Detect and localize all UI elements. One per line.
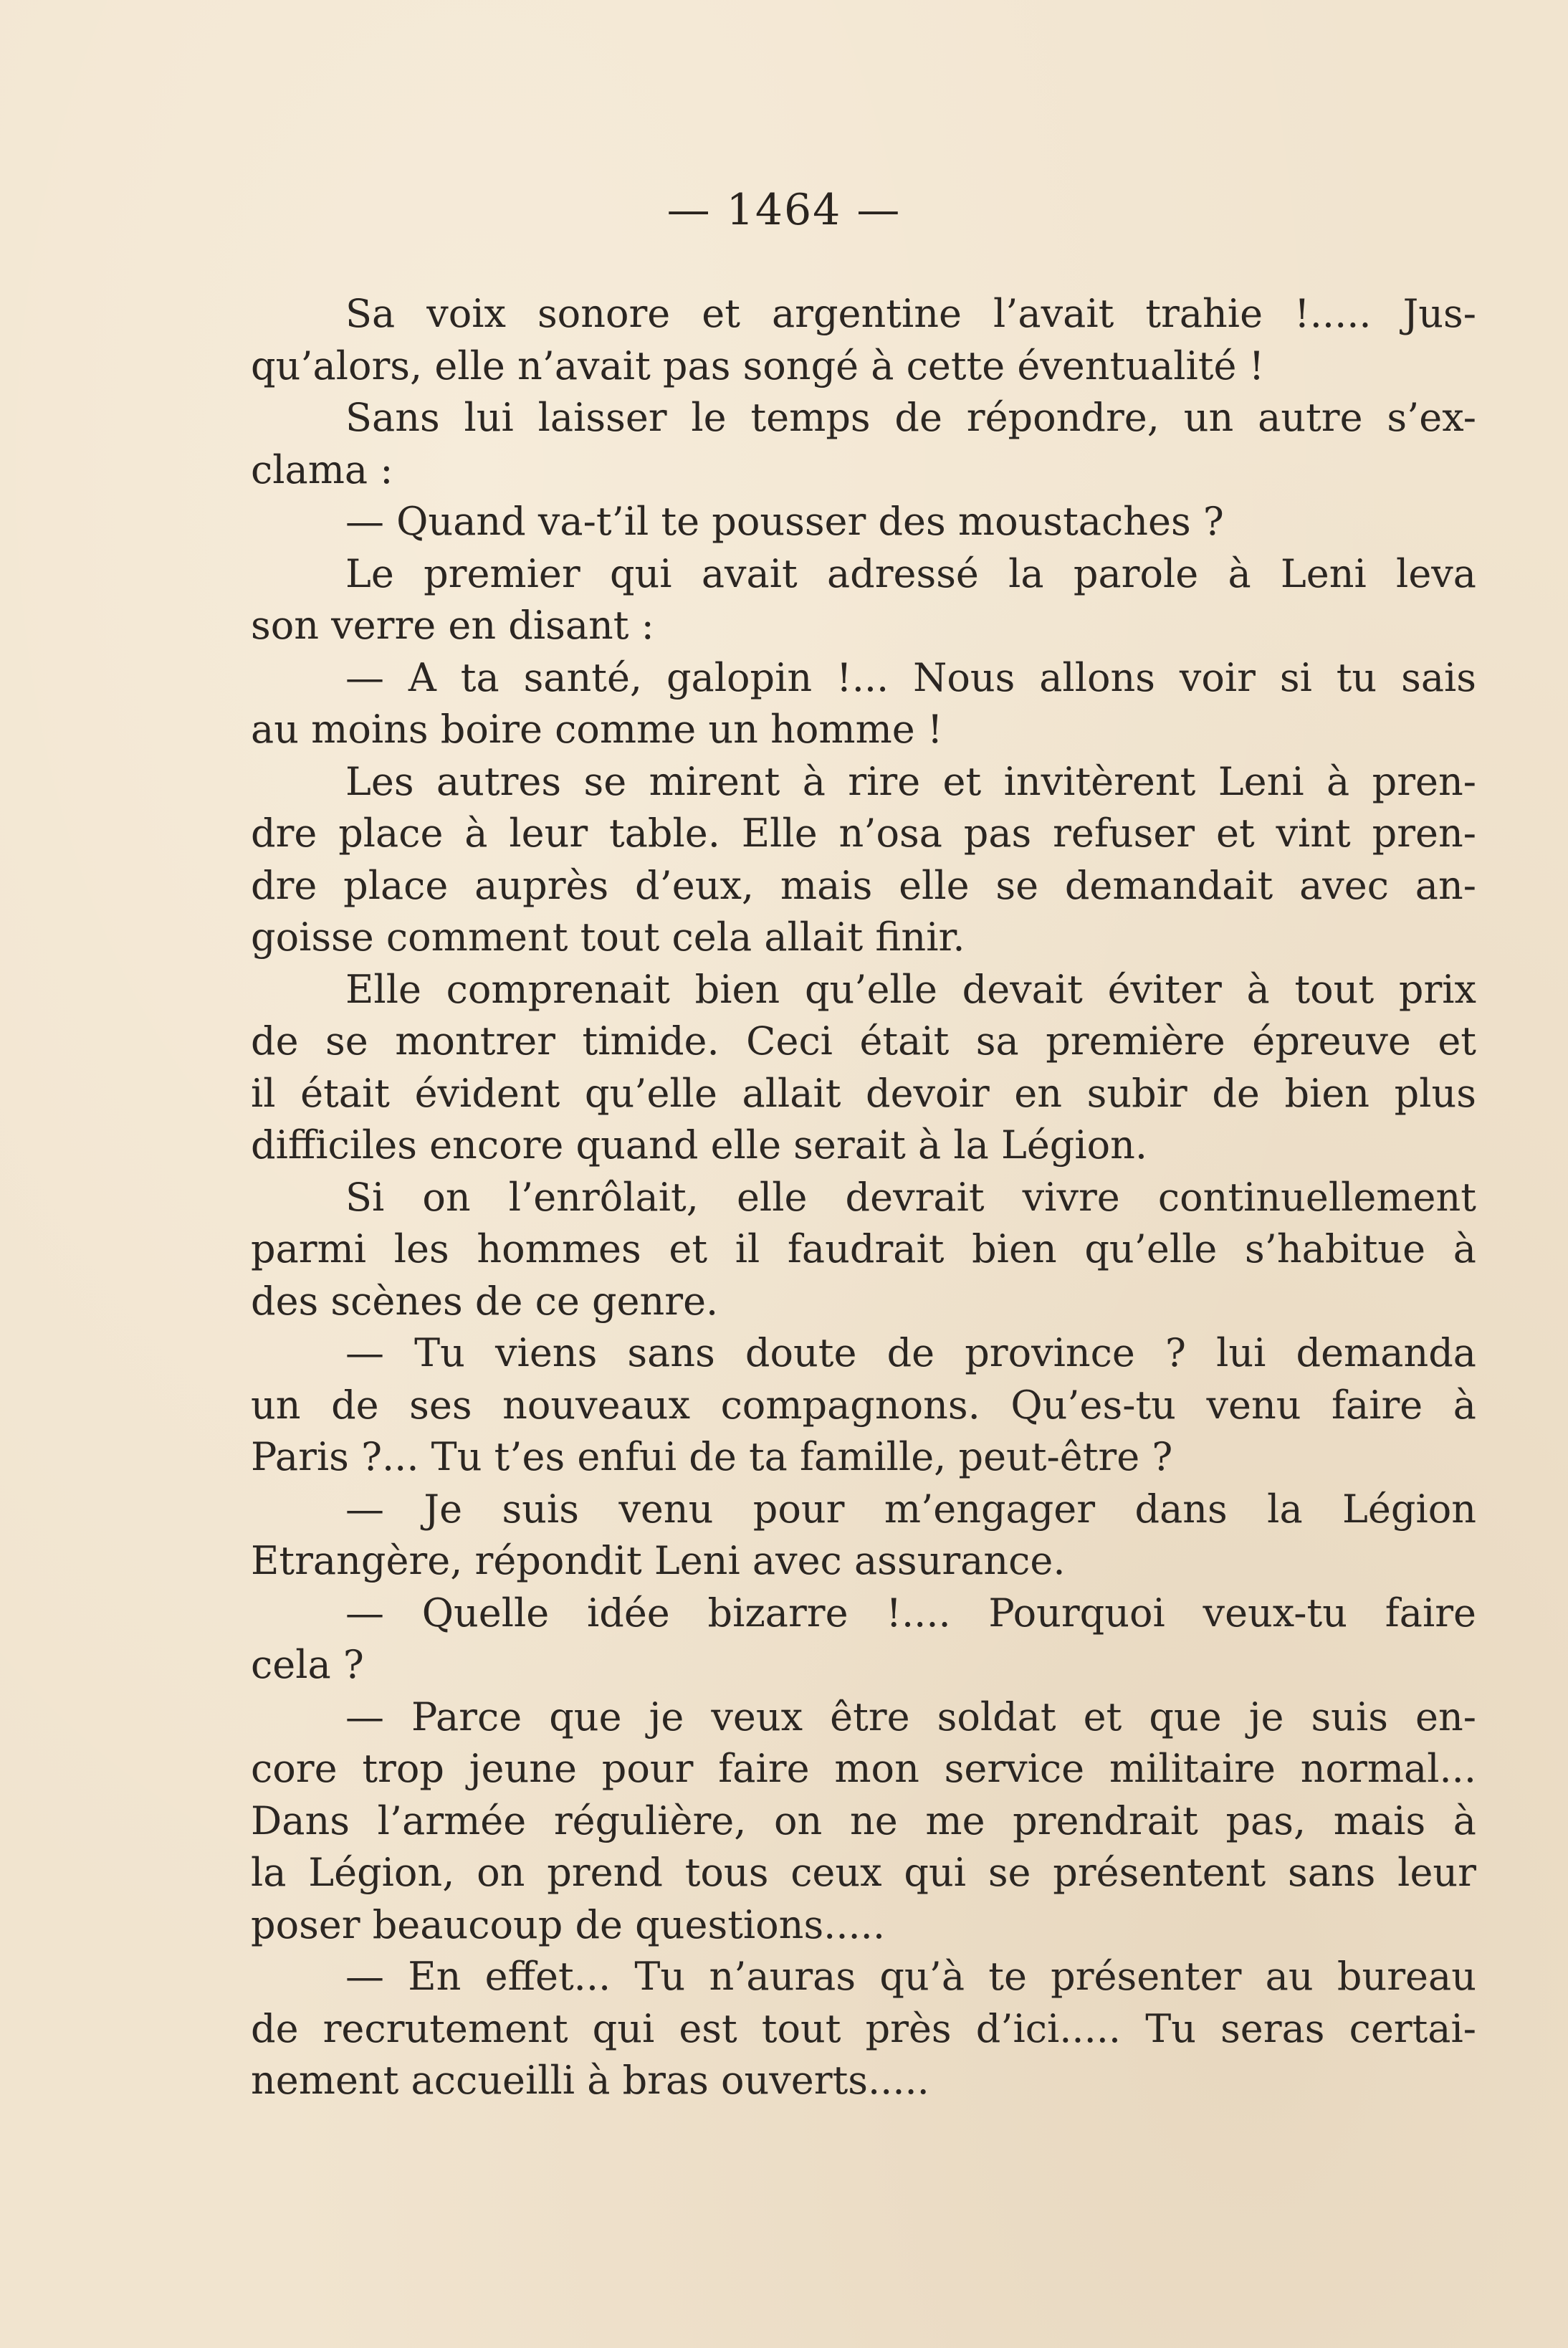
text-line: son verre en disant : <box>251 603 654 648</box>
text-line: Paris ?... Tu t’es enfui de ta famille, peut-être ? <box>251 1434 1173 1479</box>
text-line: — Quand va-t’il te pousser des moustaches ? <box>345 499 1224 544</box>
text-line: il était évident qu’elle allait devoir en subir de bien plus <box>251 1070 1476 1116</box>
text-line: clama : <box>251 447 393 492</box>
text-line: difficiles encore quand elle serait à la Légion. <box>251 1122 1148 1168</box>
text-line: — Tu viens sans doute de province ? lui demanda <box>345 1330 1476 1375</box>
text-line: Si on l’enrôlait, elle devrait vivre continuellement <box>345 1174 1476 1220</box>
text-line: Sans lui laisser le temps de répondre, un autre s’ex- <box>345 395 1476 440</box>
text-line: Le premier qui avait adressé la parole à Leni leva <box>345 550 1476 596</box>
text-line: — En effet... Tu n’auras qu’à te présenter au bureau <box>345 1954 1476 1999</box>
page-number: — 1464 — <box>666 185 902 235</box>
text-line: poser beaucoup de questions..... <box>251 1901 885 1947</box>
text-line: dre place auprès d’eux, mais elle se demandait avec an- <box>251 862 1476 908</box>
text-line: Les autres se mirent à rire et invitèrent Leni à pren- <box>345 758 1476 804</box>
text-line: au moins boire comme un homme ! <box>251 707 943 752</box>
text-line: Sa voix sonore et argentine l’avait trahie !..... Jus- <box>345 291 1476 336</box>
text-line: — Parce que je veux être soldat et que je suis en- <box>345 1694 1476 1739</box>
text-line: — Je suis venu pour m’engager dans la Légion <box>345 1486 1476 1532</box>
text-line: — Quelle idée bizarre !.... Pourquoi veux-tu faire <box>345 1590 1476 1636</box>
text-line: qu’alors, elle n’avait pas songé à cette éventualité ! <box>251 343 1265 388</box>
text-line: goisse comment tout cela allait finir. <box>251 915 965 960</box>
text-line: core trop jeune pour faire mon service militaire normal... <box>251 1746 1476 1791</box>
text-line: parmi les hommes et il faudrait bien qu’elle s’habitue à <box>251 1226 1476 1271</box>
text-line: dre place à leur table. Elle n’osa pas refuser et vint pren- <box>251 811 1476 856</box>
text-line: Elle comprenait bien qu’elle devait éviter à tout prix <box>345 966 1476 1012</box>
text-line: cela ? <box>251 1642 364 1687</box>
text-line: la Légion, on prend tous ceux qui se présentent sans leur <box>251 1850 1476 1895</box>
text-line: un de ses nouveaux compagnons. Qu’es-tu venu faire à <box>251 1382 1476 1428</box>
text-line: de recrutement qui est tout près d’ici..... Tu seras certai- <box>251 2005 1476 2051</box>
text-line: Etrangère, répondit Leni avec assurance. <box>251 1538 1066 1583</box>
text-line: Dans l’armée régulière, on ne me prendrait pas, mais à <box>251 1798 1476 1843</box>
text-line: de se montrer timide. Ceci était sa première épreuve et <box>251 1018 1476 1064</box>
text-line: — A ta santé, galopin !... Nous allons voir si tu sais <box>345 654 1476 700</box>
body-text <box>251 288 1476 2107</box>
text-line: nement accueilli à bras ouverts..... <box>251 2058 929 2103</box>
text-line: des scènes de ce genre. <box>251 1278 719 1324</box>
